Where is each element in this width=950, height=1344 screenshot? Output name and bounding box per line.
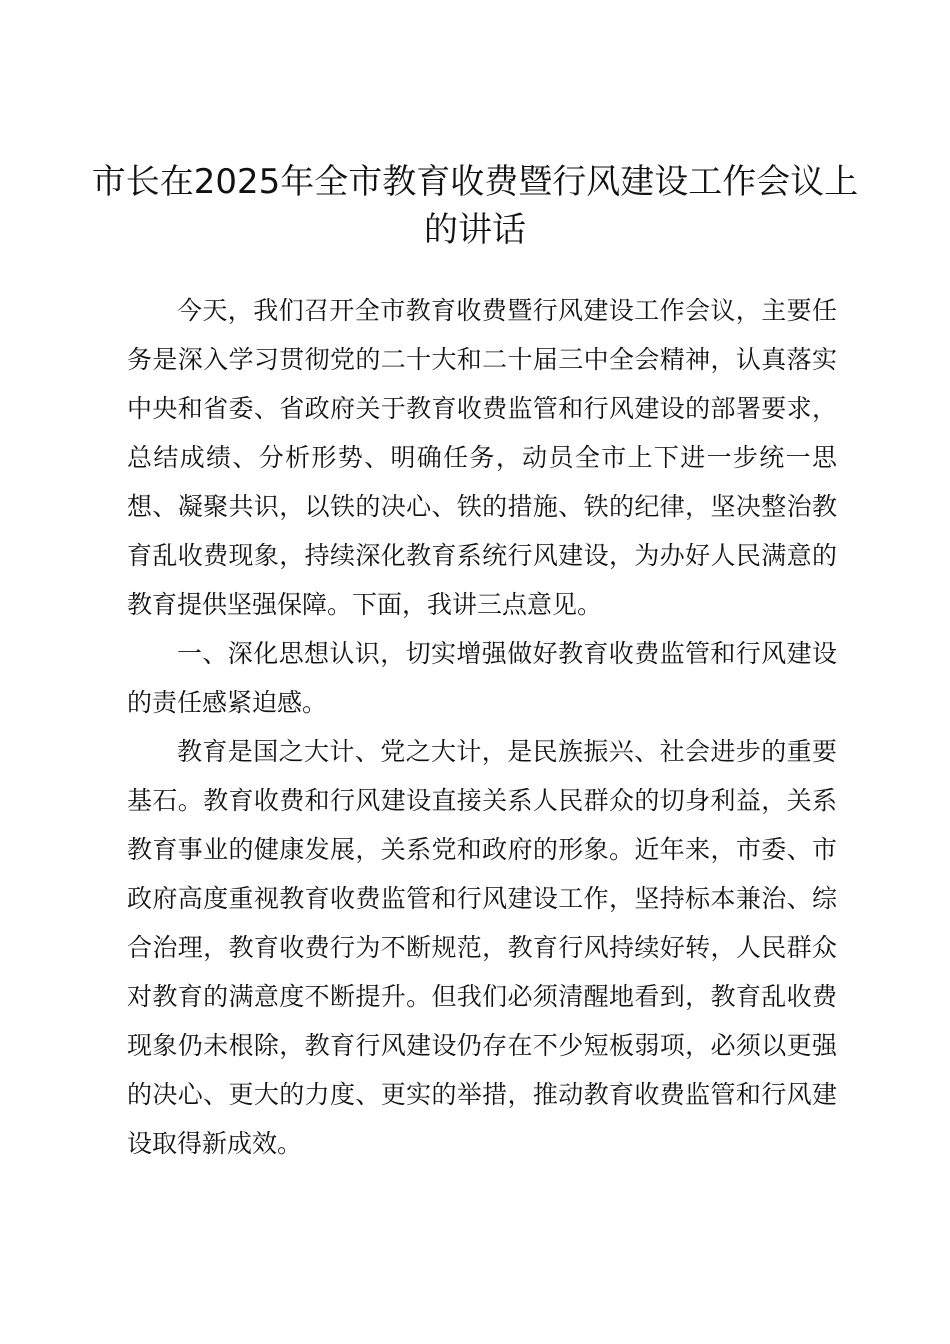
intro-paragraph: 今天，我们召开全市教育收费暨行风建设工作会议，主要任务是深入学习贯彻党的二十大和二十届三中全会精神，认真落实中央和省委、省政府关于教育收费监管和行风建设的部署要求，总结成绩、分析形势、明确任务，动员全市上下进一步统一思想、凝聚共识，以铁的决心、铁的措施、铁的纪律，坚决整治教育乱收费现象，持续深化教育系统行风建设，为办好人民满意的教育提供坚强保障。下面，我讲三点意见。 <box>127 296 837 619</box>
document-title: 市长在2025年全市教育收费暨行风建设工作会议上的讲话 <box>91 162 859 250</box>
section-paragraph-1: 教育是国之大计、党之大计，是民族振兴、社会进步的重要基石。教育收费和行风建设直接关系人民群众的切身利益，关系教育事业的健康发展，关系党和政府的形象。近年来，市委、市政府高度重视教育收费监管和行风建设工作，坚持标本兼治、综合治理，教育收费行为不断规范，教育行风持续好转，人民群众对教育的满意度不断提升。但我们必须清醒地看到，教育乱收费现象仍未根除，教育行风建设仍存在不少短板弱项，必须以更强的决心、更大的力度、更实的举措，推动教育收费监管和行风建设取得新成效。 <box>127 737 837 1158</box>
section-heading-1: 一、深化思想认识，切实增强做好教育收费监管和行风建设的责任感紧迫感。 <box>127 639 837 717</box>
document-body <box>127 286 837 1168</box>
